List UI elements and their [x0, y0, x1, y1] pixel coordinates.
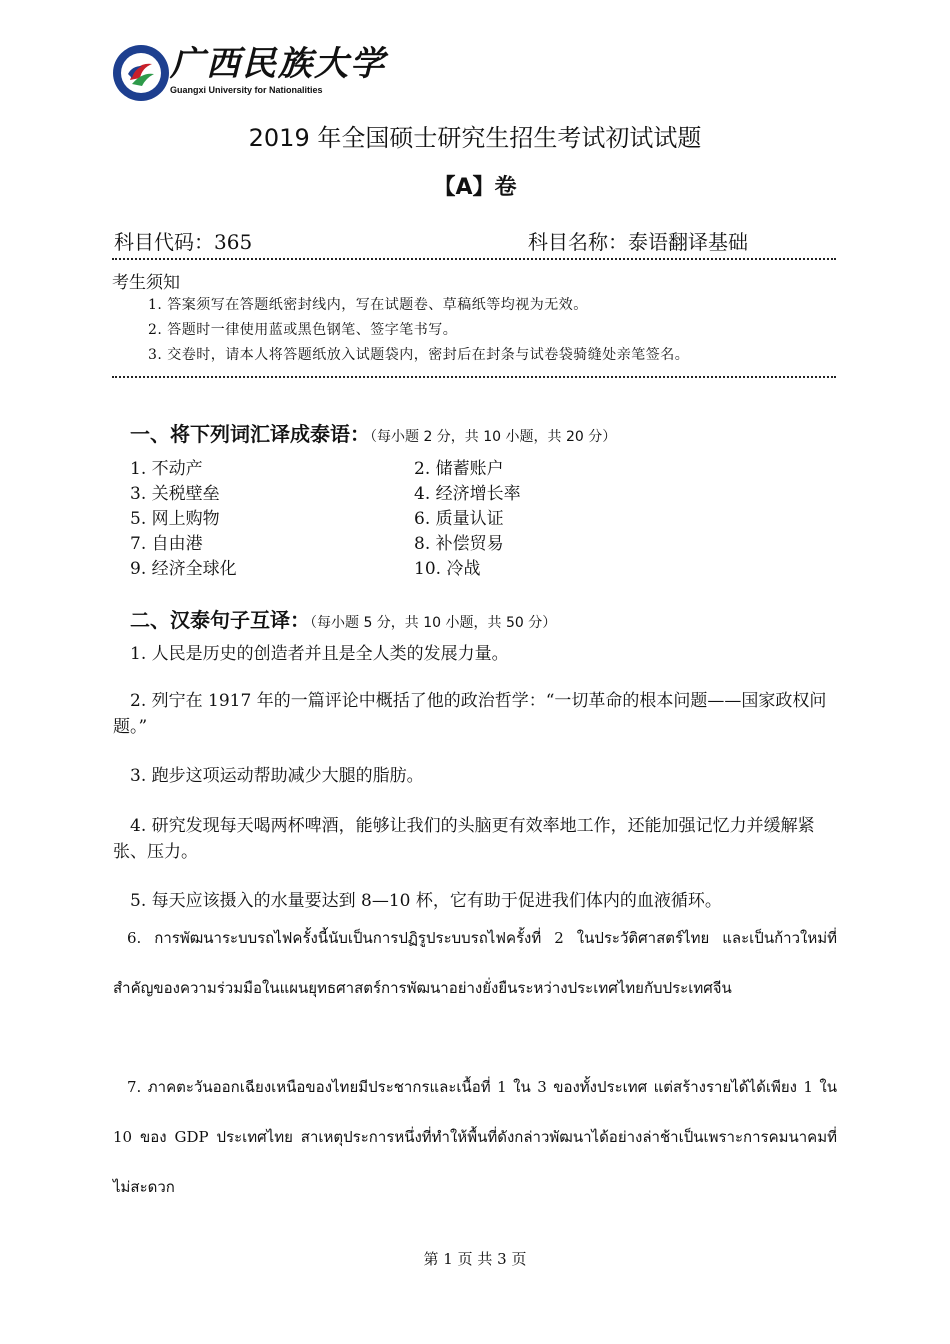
- university-emblem-icon: [112, 44, 170, 102]
- section1-note: （每小题 2 分，共 10 小题，共 20 分）: [370, 429, 617, 445]
- notice-item: 2. 答题时一律使用蓝或黑色钢笔、签字笔书写。: [148, 322, 458, 338]
- vocab-item: 4. 经济增长率: [414, 484, 521, 504]
- question-7: 7. ภาคตะวันออกเฉียงเหนือของไทยมีประชากรและเนื้อที่ 1 ใน 3 ของทั้งประเทศ แต่สร้างรายได้ได้เพียง 1 ใน 10 ของ GDP ประเทศไทย สาเหตุประการหนึ่งที่ทำให้พื้นที่ดังกล่าวพัฒนาได้อย่างล่าช้าเป็นเพราะการคมนาคมที่ไม่สะดวก: [113, 1078, 837, 1196]
- vocab-item: 9. 经济全球化: [130, 559, 237, 579]
- university-name-cn: 广西民族大学: [170, 44, 386, 84]
- section2-title: 二、汉泰句子互译：: [130, 608, 310, 632]
- paper-version: 【A】卷: [433, 175, 517, 200]
- section2-note: （每小题 5 分，共 10 小题，共 50 分）: [310, 615, 557, 631]
- question-6: 6. การพัฒนาระบบรถไฟครั้งนี้นับเป็นการปฏิรูประบบรถไฟครั้งที่ 2 ในประวัติศาสตร์ไทย และเป็นก้าวใหม่ที่สำคัญของความร่วมมือในแผนยุทธศาสตร์การพัฒนาอย่างยั่งยืนระหว่างประเทศไทยกับประเทศจีน: [113, 929, 837, 997]
- subject-name: 科目名称：泰语翻译基础: [528, 230, 748, 254]
- question-4: 4. 研究发现每天喝两杯啤酒，能够让我们的头脑更有效率地工作，还能加强记忆力并缓解紧张、压力。: [113, 816, 815, 862]
- vocab-item: 3. 关税壁垒: [130, 484, 220, 504]
- divider-bottom: [112, 376, 836, 378]
- vocab-item: 10. 冷战: [414, 559, 481, 579]
- question-1: 1. 人民是历史的创造者并且是全人类的发展力量。: [130, 644, 509, 664]
- question-3: 3. 跑步这项运动帮助减少大腿的脂肪。: [130, 766, 424, 786]
- page-number: 第 1 页 共 3 页: [423, 1250, 527, 1268]
- exam-title: 2019 年全国硕士研究生招生考试初试试题: [248, 124, 702, 152]
- vocab-item: 5. 网上购物: [130, 509, 220, 529]
- vocab-item: 2. 储蓄账户: [414, 459, 504, 479]
- section2-heading: [130, 604, 556, 633]
- university-logo: [112, 44, 170, 106]
- section1-title: 一、将下列词汇译成泰语：: [130, 422, 370, 446]
- university-name-en: Guangxi University for Nationalities: [170, 85, 323, 95]
- notice-item: 3. 交卷时，请本人将答题纸放入试题袋内，密封后在封条与试卷袋骑缝处亲笔签名。: [148, 347, 690, 363]
- question-2: 2. 列宁在 1917 年的一篇评论中概括了他的政治哲学：“一切革命的根本问题——国家政权问题。”: [113, 691, 827, 737]
- vocab-item: 8. 补偿贸易: [414, 534, 504, 554]
- vocab-item: 7. 自由港: [130, 534, 203, 554]
- divider-top: [112, 258, 836, 260]
- vocab-item: 6. 质量认证: [414, 509, 504, 529]
- notice-heading: 考生须知: [112, 273, 180, 293]
- vocab-item: 1. 不动产: [130, 459, 203, 479]
- section1-heading: [130, 418, 616, 447]
- notice-item: 1. 答案须写在答题纸密封线内，写在试题卷、草稿纸等均视为无效。: [148, 297, 588, 313]
- subject-code: 科目代码：365: [114, 230, 253, 254]
- university-name: [170, 46, 386, 96]
- question-5: 5. 每天应该摄入的水量要达到 8—10 杯，它有助于促进我们体内的血液循环。: [130, 891, 722, 911]
